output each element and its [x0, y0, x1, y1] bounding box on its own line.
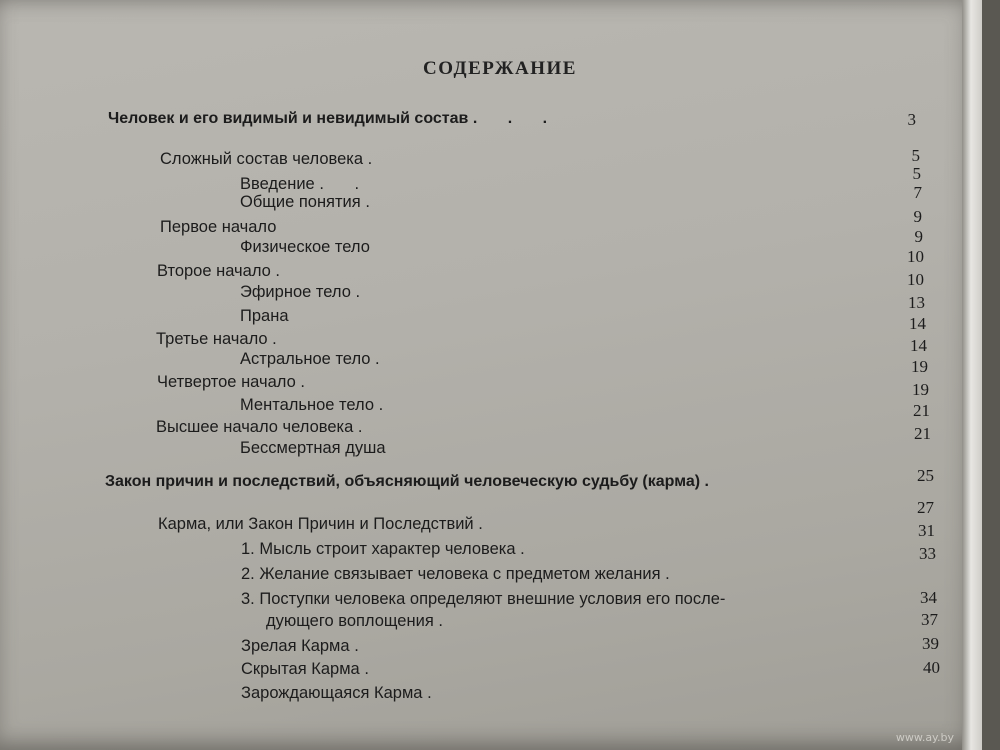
toc-entry-text: Астральное тело — [240, 350, 371, 368]
toc-entry-text: Ментальное тело — [240, 396, 375, 414]
leader-dots: . — [275, 262, 293, 280]
page-number: 25 — [917, 466, 934, 485]
toc-entry — [241, 565, 683, 584]
toc-entry-text: Прана — [240, 307, 289, 325]
page-number: 37 — [921, 610, 938, 629]
toc-entry — [105, 473, 722, 491]
leader-dots: . — [665, 565, 683, 583]
toc-entry — [240, 439, 386, 458]
leader-dots: . . . — [472, 110, 561, 127]
leader-dots: . — [354, 637, 372, 655]
leader-dots: . — [272, 330, 290, 348]
page-number: 33 — [919, 544, 936, 563]
toc-entry — [240, 175, 372, 194]
toc-entry — [158, 515, 496, 534]
page-number: 5 — [911, 146, 920, 165]
leader-dots: . — [427, 684, 445, 702]
toc-entry — [160, 150, 385, 169]
toc-entry — [157, 373, 318, 392]
toc-entry-text: Четвертое начало — [157, 373, 296, 391]
toc-entry — [241, 637, 372, 656]
toc-entry-text: Физическое тело — [240, 238, 370, 256]
toc-entry-text: Второе начало — [157, 262, 271, 280]
page-number: 34 — [920, 588, 937, 607]
page-number: 13 — [908, 293, 925, 312]
leader-dots: . — [704, 473, 722, 490]
leader-dots: . — [378, 396, 397, 414]
toc-entry-text: Зрелая Карма — [241, 637, 350, 655]
page-number: 14 — [910, 336, 927, 355]
leader-dots: . — [367, 150, 386, 168]
page-number: 19 — [911, 357, 928, 376]
toc-entry-text: Закон причин и последствий, объясняющий человеческую судьбу (карма) — [105, 473, 701, 490]
toc-entry — [157, 262, 293, 281]
toc-entry — [156, 330, 290, 349]
leader-dots: . — [375, 350, 393, 368]
page-title: СОДЕРЖАНИЕ — [423, 58, 577, 79]
page-number: 14 — [909, 314, 926, 333]
leader-dots: . — [520, 540, 538, 558]
toc-entry — [160, 218, 276, 237]
toc-entry-text: Человек и его видимый и невидимый состав — [108, 110, 469, 127]
leader-dots: . — [364, 660, 382, 678]
toc-entry — [266, 612, 456, 631]
leader-dots: . — [357, 418, 376, 436]
toc-entry-text: Сложный состав человека — [160, 150, 364, 168]
page-number: 9 — [913, 207, 922, 226]
toc-entry-text: Общие понятия — [240, 193, 361, 211]
page-number: 21 — [913, 401, 930, 420]
page-number: 7 — [913, 183, 922, 202]
leader-dots: . — [300, 373, 318, 391]
toc-entry — [241, 540, 538, 559]
page-number: 10 — [907, 247, 924, 266]
toc-entry-text: Третье начало — [156, 330, 268, 348]
toc-entry — [240, 238, 370, 257]
toc-entry — [241, 684, 445, 703]
toc-entry — [108, 110, 560, 128]
leader-dots: . — [355, 283, 374, 301]
toc-entry — [241, 660, 382, 679]
page-number: 21 — [914, 424, 931, 443]
toc-entry-text: Высшее начало человека — [156, 418, 354, 436]
toc-entry-text: Скрытая Карма — [241, 660, 360, 678]
toc-entry — [240, 283, 373, 302]
page-number: 39 — [922, 634, 939, 653]
toc-entry-text: Эфирное тело — [240, 283, 351, 301]
toc-entry-text: Зарождающаяся Карма — [241, 684, 423, 702]
page-number: 3 — [907, 110, 916, 129]
page-number: 19 — [912, 380, 929, 399]
toc-entry — [240, 396, 396, 415]
watermark: www.ay.by — [895, 731, 954, 744]
toc-entry-text: 1. Мысль строит характер человека — [241, 540, 516, 558]
toc-entry-text: Введение — [240, 175, 315, 193]
leader-dots: . — [438, 612, 456, 630]
toc-entry-text: 3. Поступки человека определяют внешние условия его после- — [241, 590, 726, 608]
toc-entry-text: 2. Желание связывает человека с предметом желания — [241, 565, 661, 583]
page-number: 10 — [907, 270, 924, 289]
toc-entry — [241, 590, 725, 609]
toc-entry — [156, 418, 375, 437]
toc-entry — [240, 193, 383, 212]
page-edge — [962, 0, 982, 750]
page-number: 5 — [912, 164, 921, 183]
toc-entry — [240, 307, 289, 326]
leader-dots: . . — [319, 175, 373, 193]
toc-entry-text: дующего воплощения — [266, 612, 434, 630]
page-number: 9 — [914, 227, 923, 246]
toc-entry-text: Первое начало — [160, 218, 277, 236]
toc-entry-text: Карма, или Закон Причин и Последствий — [158, 515, 474, 533]
leader-dots: . — [478, 515, 496, 533]
leader-dots: . — [365, 193, 383, 211]
toc-entry-text: Бессмертная душа — [240, 439, 386, 457]
page-number: 27 — [917, 498, 934, 517]
toc-entry — [240, 350, 393, 369]
page-number: 31 — [918, 521, 935, 540]
page-number: 40 — [923, 658, 940, 677]
